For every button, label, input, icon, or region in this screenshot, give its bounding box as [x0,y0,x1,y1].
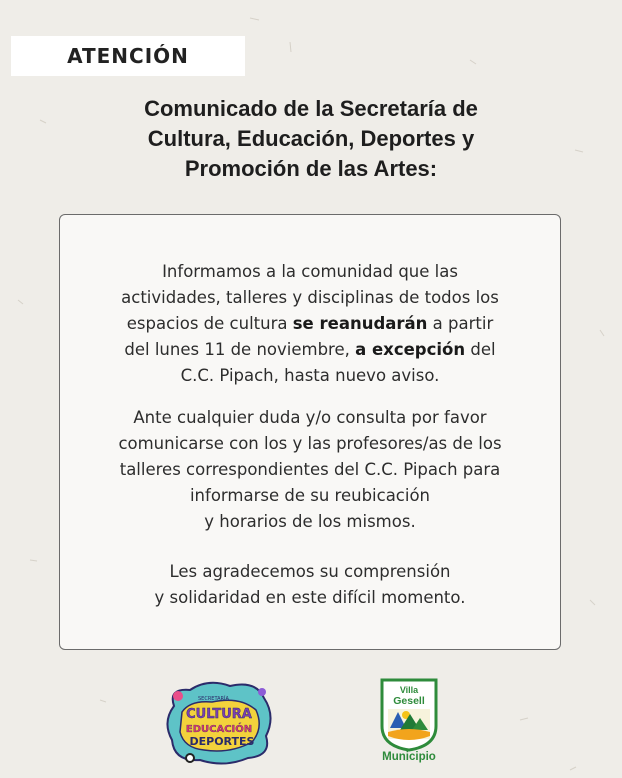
text-line: talleres correspondientes del C.C. Pipach para [119,460,501,479]
attention-badge [11,36,245,76]
paragraph-agradecimiento [60,559,560,611]
text-line: C.C. Pipach, hasta nuevo aviso. [180,366,440,385]
attention-label: ATENCIÓN [67,44,189,68]
secretaria-small-text: SECRETARÍA [198,696,229,702]
gesell-text: Gesell [393,695,425,707]
text-line: informarse de su reubicación [189,486,431,505]
title-line: Comunicado de la Secretaría de [144,96,478,121]
announcement-card [59,214,561,650]
title-line: Cultura, Educación, Deportes y [147,126,475,151]
text-span: del lunes 11 de noviembre, [124,340,356,359]
title-line: Promoción de las Artes: [184,156,438,181]
villa-text: Villa [399,685,419,695]
paragraph-consultas [60,405,560,535]
text-line [60,337,560,363]
text-line: y solidaridad en este difícil momento. [154,588,466,607]
text-line: Informamos a la comunidad que las [162,262,458,281]
cultura-word: CULTURA [186,707,252,722]
text-line: Ante cualquier duda y/o consulta por favor [133,408,487,427]
deportes-word: DEPORTES [189,735,255,748]
page-title [60,94,562,184]
text-span: del [465,340,496,359]
text-span: a partir [427,314,494,333]
text-line: Les agradecemos su comprensión [169,562,451,581]
text-line [60,311,560,337]
cultura-logo-icon [160,676,278,768]
bold-span: a excepción [355,340,466,359]
bold-span: se reanudarán [292,314,428,333]
text-span: espacios de cultura [126,314,293,333]
municipio-caption: Municipio [382,751,436,763]
text-line: actividades, talleres y disciplinas de todos los [121,288,499,307]
paragraph-reanudacion [60,259,560,389]
educacion-word: EDUCACIÓN [185,724,253,735]
text-line: y horarios de los mismos. [204,512,416,531]
text-line: comunicarse con los y las profesores/as de los [118,434,502,453]
